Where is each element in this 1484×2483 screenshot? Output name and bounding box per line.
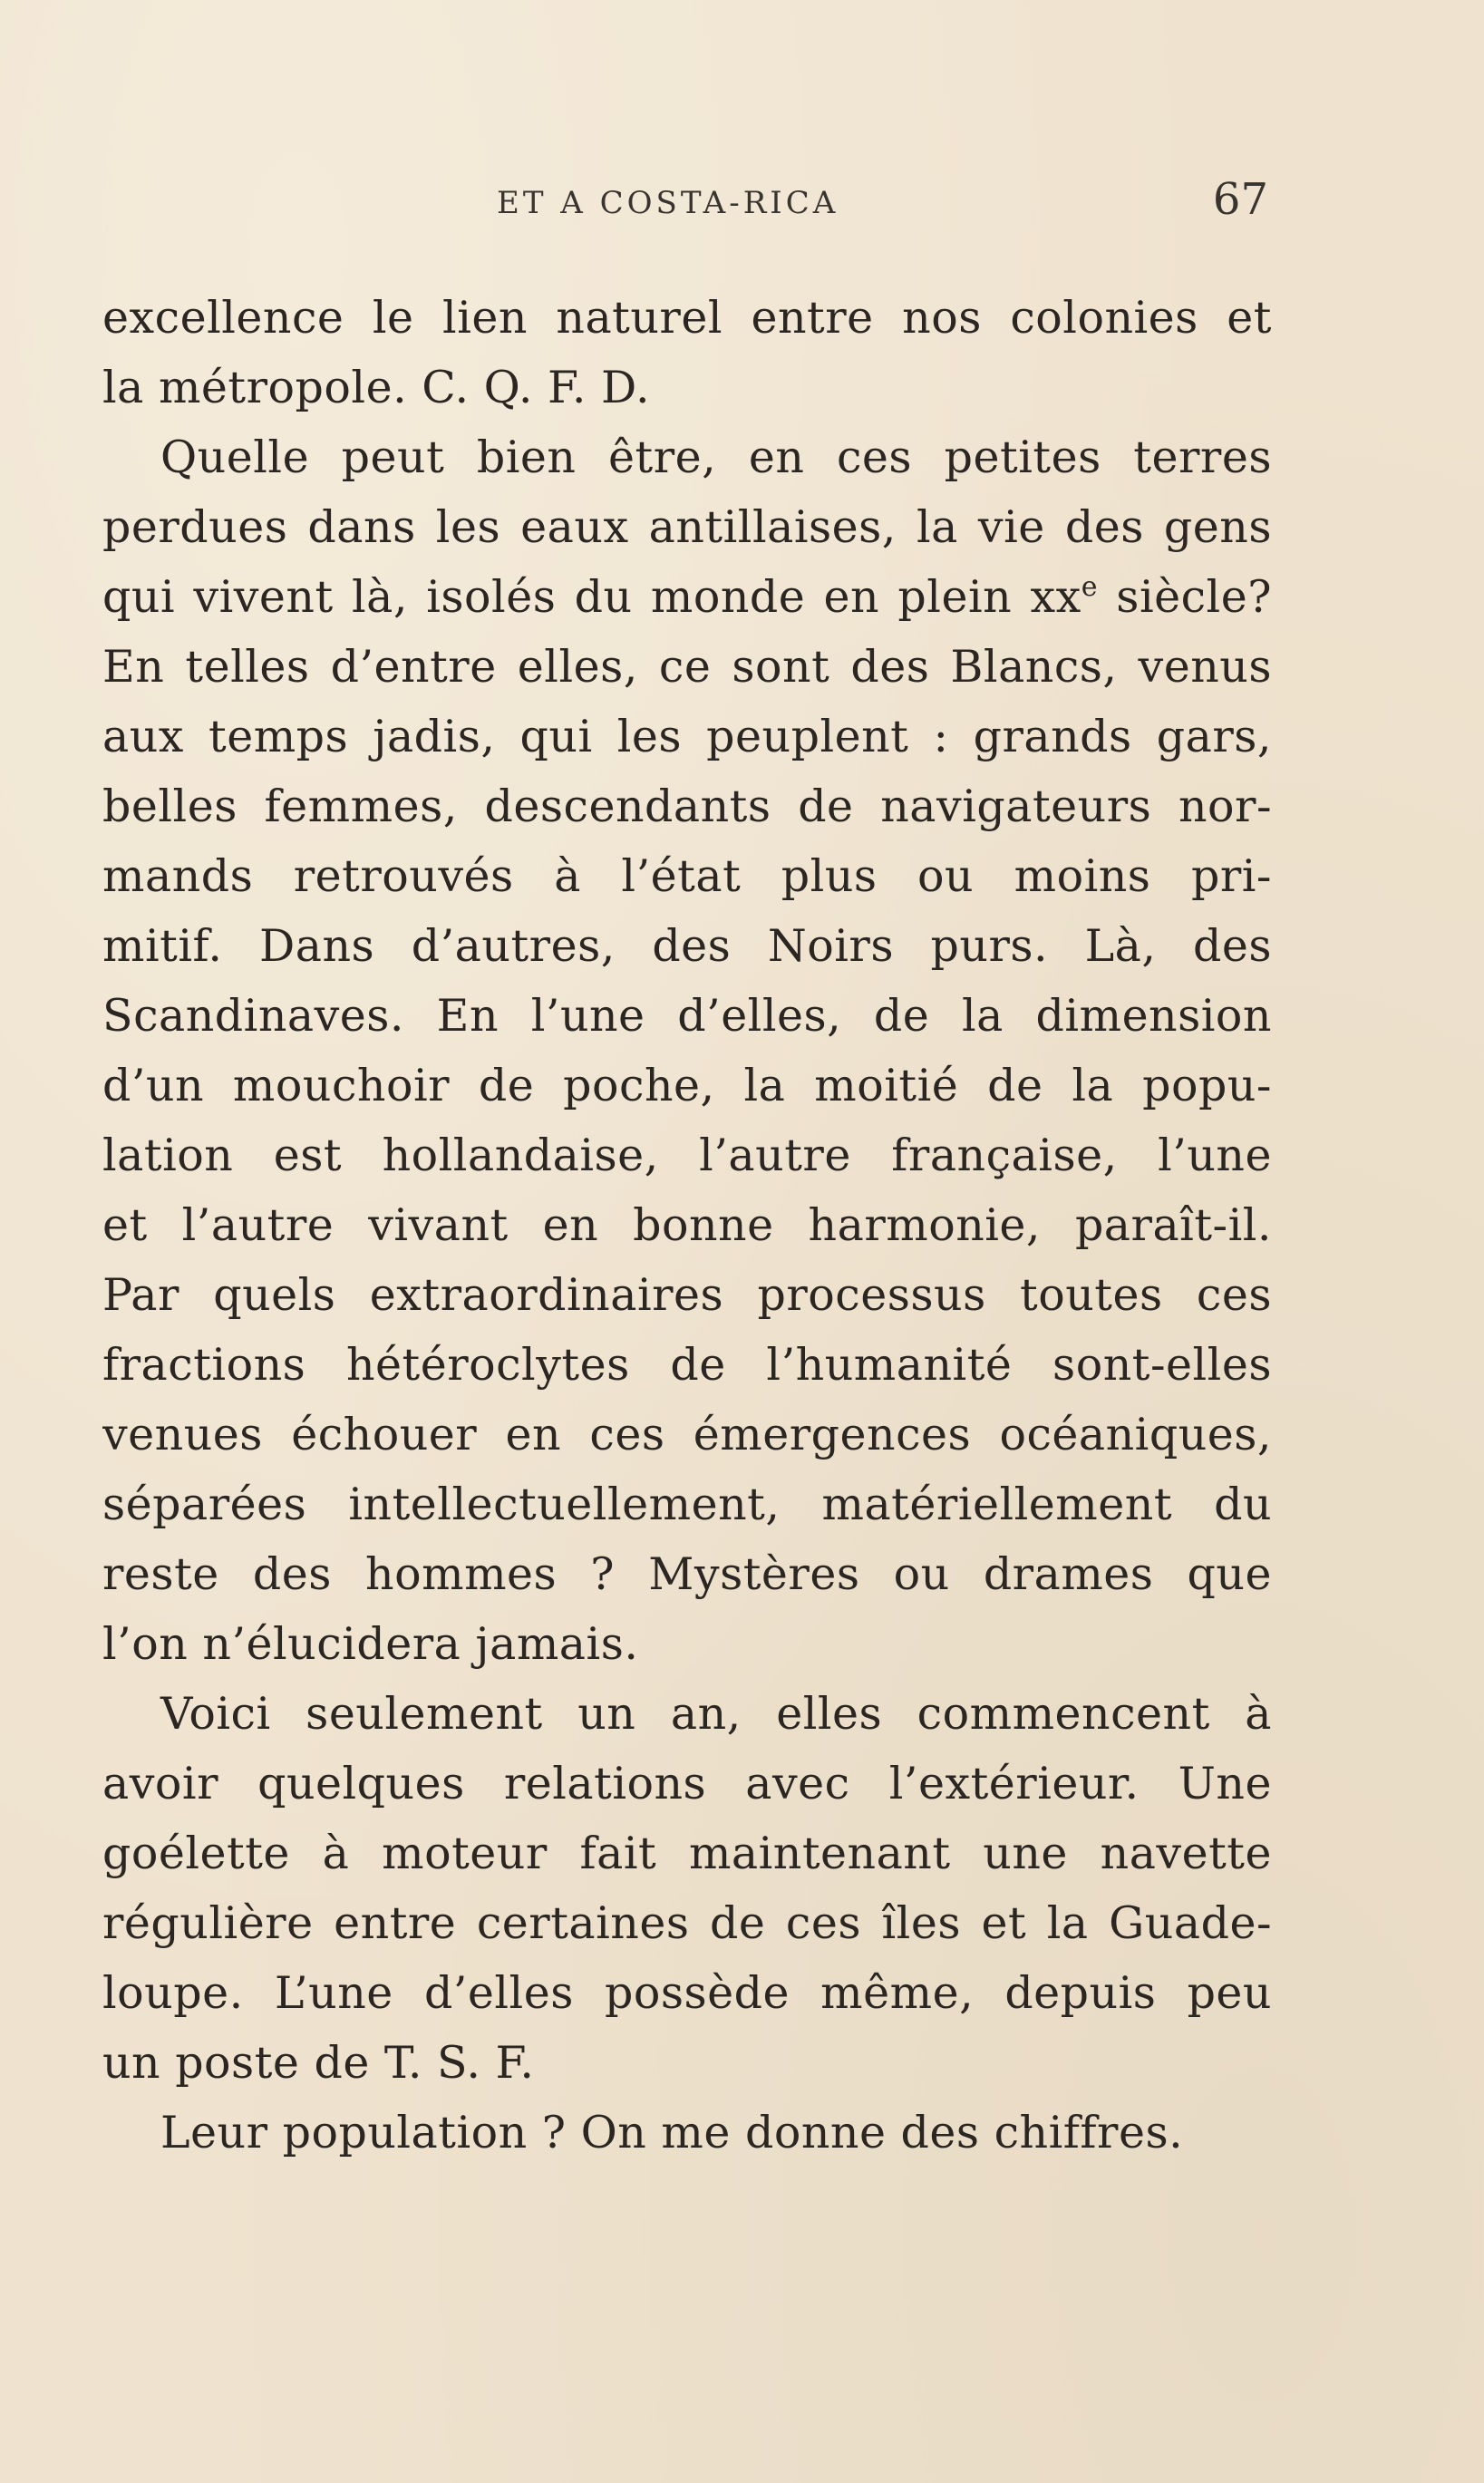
text-line: aux temps jadis, qui les peuplent : grands gars,	[102, 711, 1272, 762]
text-line: séparées intellectuellement, matériellement du	[102, 1479, 1272, 1530]
text-line: reste des hommes ? Mystères ou drames que	[102, 1548, 1272, 1600]
text-line: goélette à moteur fait maintenant une navette	[102, 1828, 1272, 1879]
text-line: avoir quelques relations avec l’extérieur. Une	[102, 1758, 1272, 1809]
page-number: 67	[1212, 174, 1268, 225]
text-line: venues échouer en ces émergences océaniques,	[102, 1409, 1272, 1460]
text-line: excellence le lien naturel entre nos colonies et	[102, 292, 1272, 344]
text-line: Leur population ? On me donne des chiffres.	[160, 2107, 1184, 2158]
text-line: lation est hollandaise, l’autre française, l’une	[102, 1130, 1272, 1181]
text-fragment: siècle?	[1098, 571, 1272, 623]
text-line: loupe. L’une d’elles possède même, depuis peu	[102, 1967, 1272, 2019]
text-line: belles femmes, descendants de navigateurs nor-	[102, 781, 1272, 832]
body-text	[102, 283, 1272, 2168]
text-line: un poste de T. S. F.	[102, 2037, 535, 2089]
text-line: Par quels extraordinaires processus toutes ces	[102, 1269, 1272, 1321]
text-fragment: qui vivent là, isolés du monde en plein xx	[102, 571, 1081, 623]
text-line: d’un mouchoir de poche, la moitié de la popu-	[102, 1060, 1272, 1111]
text-line: perdues dans les eaux antillaises, la vie des gens	[102, 501, 1272, 553]
text-line: Voici seulement un an, elles commencent à	[160, 1688, 1272, 1740]
running-title: ET A COSTA-RICA	[497, 185, 839, 221]
text-line: Quelle peut bien être, en ces petites terres	[160, 432, 1272, 483]
text-line: Scandinaves. En l’une d’elles, de la dimension	[102, 990, 1272, 1042]
text-line: l’on n’élucidera jamais.	[102, 1618, 639, 1670]
text-line: et l’autre vivant en bonne harmonie, paraît-il.	[102, 1199, 1272, 1251]
superscript: e	[1081, 571, 1098, 603]
text-line: fractions hétéroclytes de l’humanité sont-elles	[102, 1339, 1272, 1391]
text-line: mands retrouvés à l’état plus ou moins pri-	[102, 850, 1272, 902]
text-line	[102, 562, 1272, 632]
running-head	[0, 174, 1484, 238]
text-line: En telles d’entre elles, ce sont des Blancs, venus	[102, 641, 1272, 693]
text-line: la métropole. C. Q. F. D.	[102, 362, 651, 413]
text-line: mitif. Dans d’autres, des Noirs purs. Là, des	[102, 920, 1272, 972]
text-line: régulière entre certaines de ces îles et la Guade-	[102, 1897, 1272, 1949]
